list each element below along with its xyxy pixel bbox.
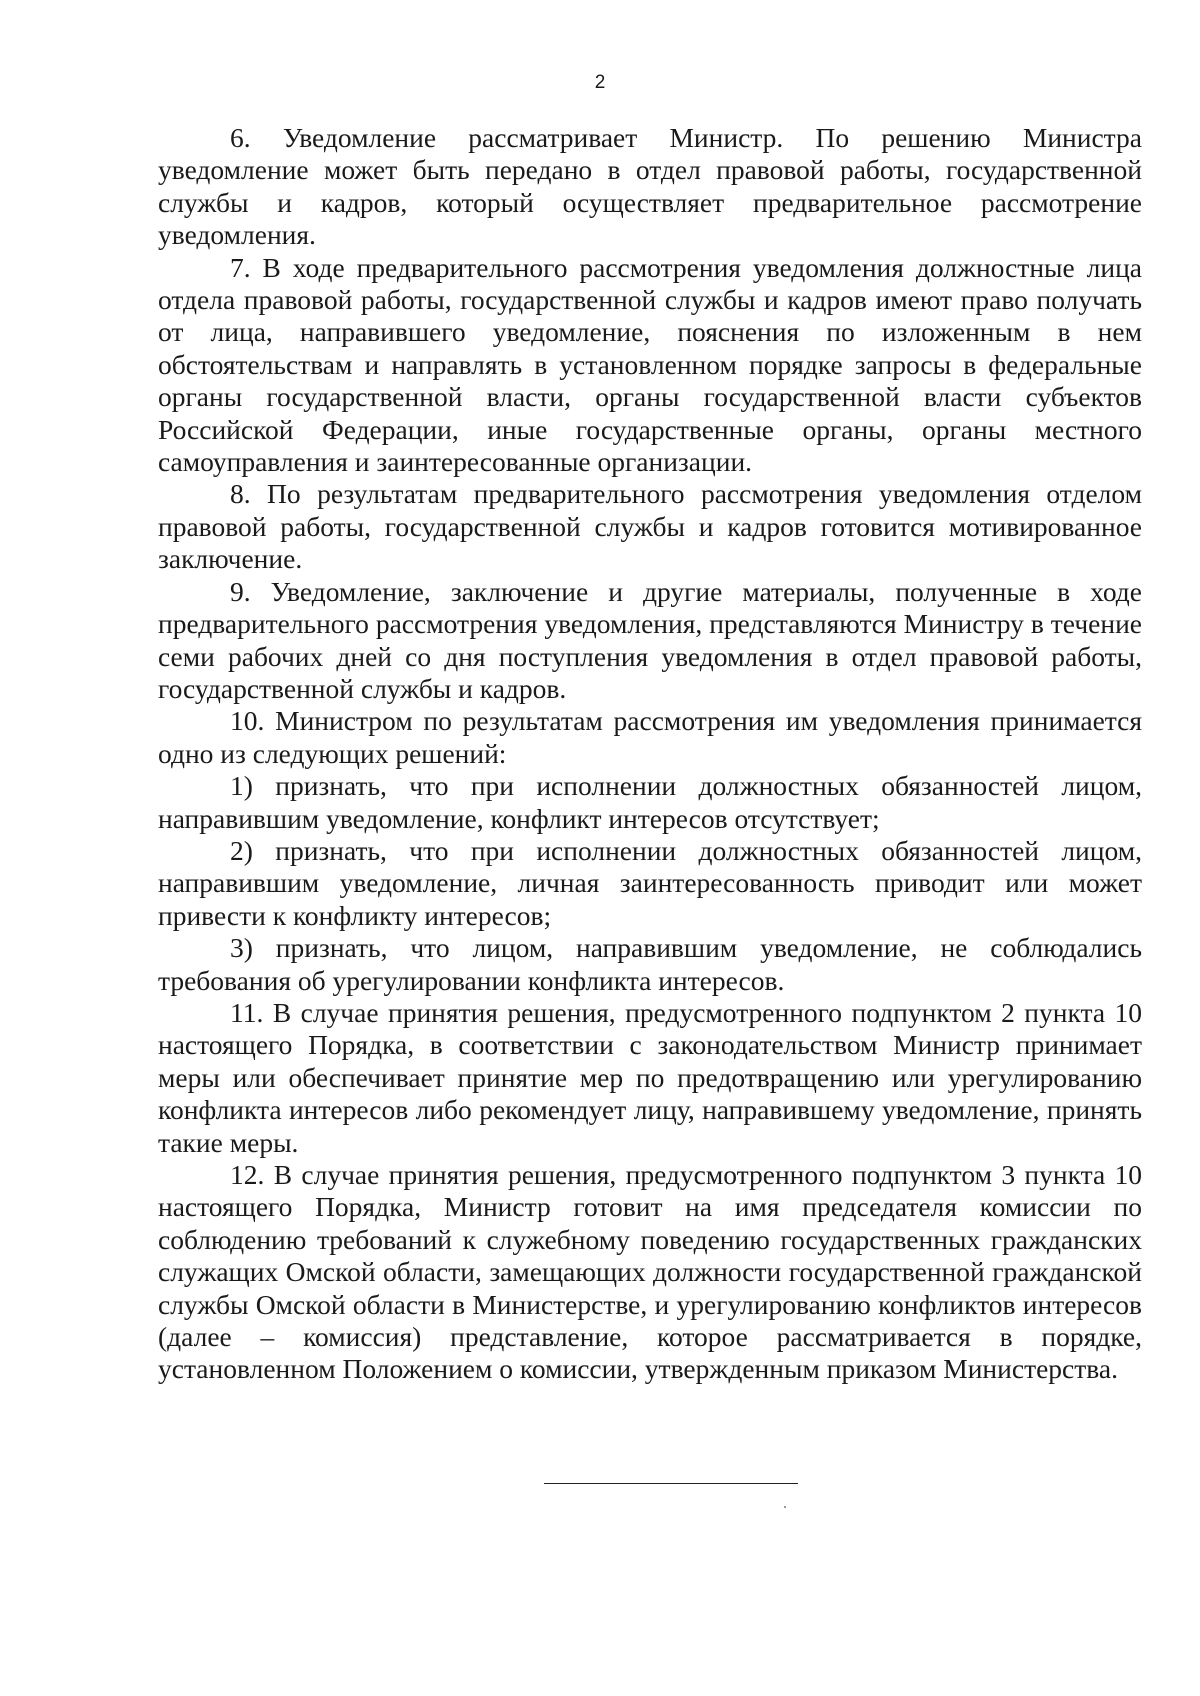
scan-speck <box>784 1506 786 1508</box>
subparagraph-2: 2) признать, что при исполнении должностных обязанностей лицом, направившим уведомление, личная заинтересованность приводит или может привести к конфликту интересов; <box>158 834 1142 931</box>
subparagraph-3: 3) признать, что лицом, направившим уведомление, не соблюдались требования об урегулировании конфликта интересов. <box>158 932 1142 996</box>
paragraph-6: 6. Уведомление рассматривает Министр. По решению Министра уведомление может быть передано в отдел правовой работы, государственной службы и кадров, который осуществляет предварительное рассмотрение уведомления. <box>158 122 1142 251</box>
paragraph-9: 9. Уведомление, заключение и другие материалы, полученные в ходе предварительного рассмотрения уведомления, представляются Министру в течение семи рабочих дней со дня поступления уведомления в отдел правовой работы, государственной службы и кадров. <box>158 575 1142 704</box>
paragraph-11: 11. В случае принятия решения, предусмотренного подпунктом 2 пункта 10 настоящего Порядка, в соответствии с законодательством Министр принимает меры или обеспечивает принятие мер по предотвращению или урегулированию конфликта интересов либо рекомендует лицу, направившему уведомление, принять такие меры. <box>158 996 1142 1158</box>
closing-rule-line <box>544 1483 798 1484</box>
paragraph-8: 8. По результатам предварительного рассмотрения уведомления отделом правовой работы, государственной службы и кадров готовится мотивированное заключение. <box>158 478 1142 575</box>
document-body <box>158 122 1142 1386</box>
paragraph-7: 7. В ходе предварительного рассмотрения уведомления должностные лица отдела правовой работы, государственной службы и кадров имеют право получать от лица, направившего уведомление, пояснения по изложенным в нем обстоятельствам и направлять в установленном порядке запросы в федеральные органы государственной власти, органы государственной власти субъектов Российской Федерации, иные государственные органы, органы местного самоуправления и заинтересованные организации. <box>158 251 1142 478</box>
page-number: 2 <box>594 72 606 93</box>
subparagraph-1: 1) признать, что при исполнении должностных обязанностей лицом, направившим уведомление, конфликт интересов отсутствует; <box>158 770 1142 834</box>
paragraph-10: 10. Министром по результатам рассмотрения им уведомления принимается одно из следующих решений: <box>158 705 1142 769</box>
paragraph-12: 12. В случае принятия решения, предусмотренного подпунктом 3 пункта 10 настоящего Порядка, Министр готовит на имя председателя комиссии по соблюдению требований к служебному поведению государственных гражданских служащих Омской области, замещающих должности государственной гражданской службы Омской области в Министерстве, и урегулированию конфликтов интересов (далее – комиссия) представление, которое рассматривается в порядке, установленном Положением о комиссии, утвержденным приказом Министерства. <box>158 1159 1142 1385</box>
